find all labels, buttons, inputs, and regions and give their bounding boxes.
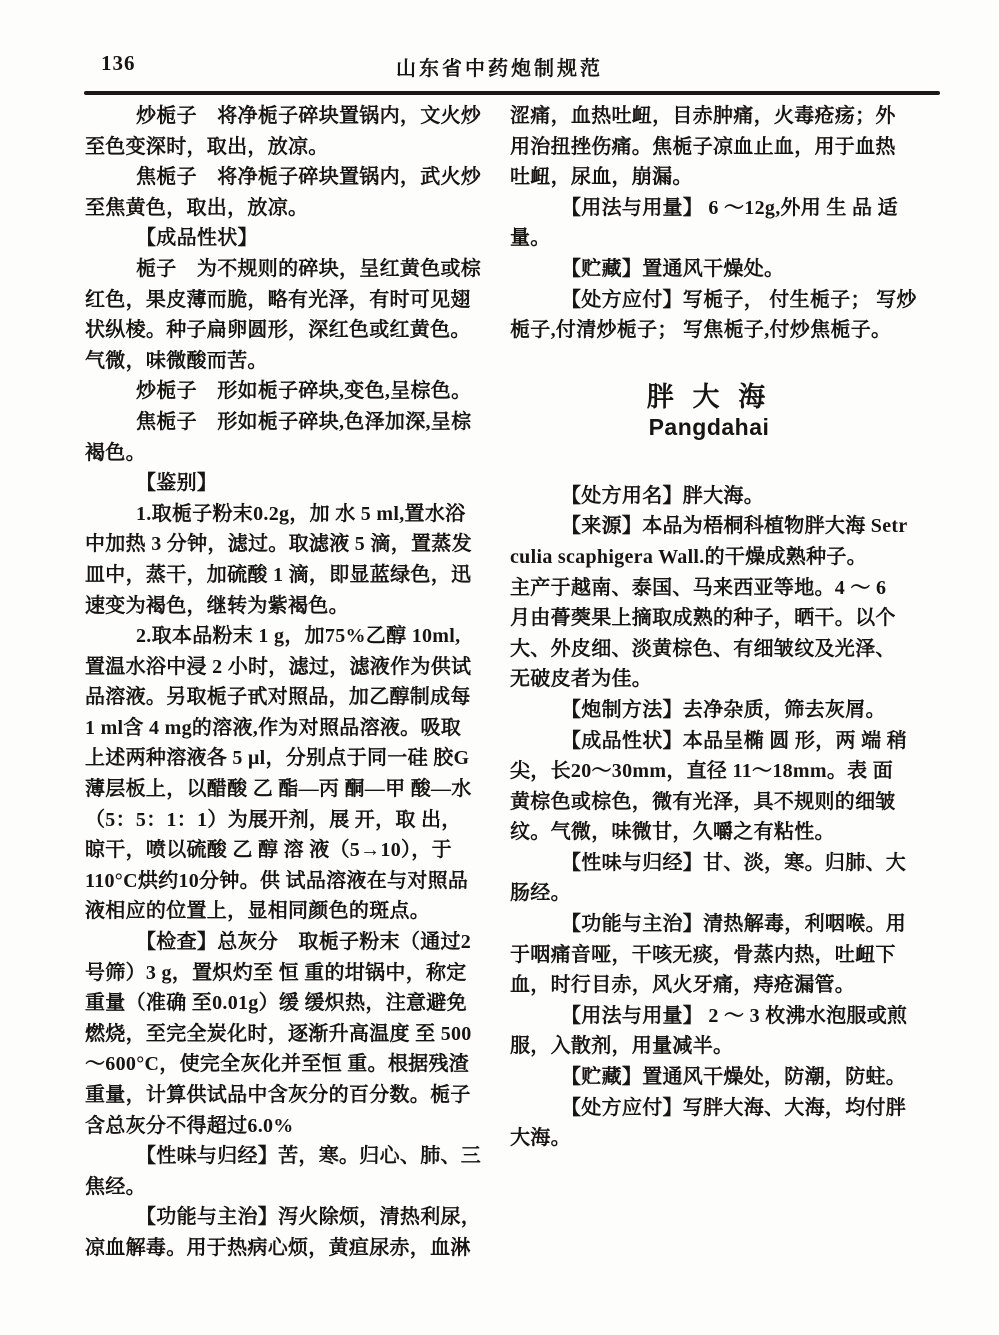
text-line: 速变为褐色，继转为紫褐色。 [85,594,349,617]
text-line: 主产于越南、泰国、马来西亚等地。4 ～ 6 [510,576,887,599]
text-line: 焦栀子 将净栀子碎块置锅内，武火炒 [136,166,482,189]
text-line: 上述两种溶液各 5 μl，分别点于同一硅 胶G [85,747,470,770]
text-line: 服，入散剂，用量减半。 [510,1035,734,1058]
text-line: 用治扭挫伤痛。焦栀子凉血止血，用于血热 [510,135,896,158]
text-line: 纹。气微，味微甘，久嚼之有粘性。 [510,821,835,844]
text-line: 1 ml含 4 mg的溶液,作为对照品溶液。吸取 [85,716,462,739]
text-line: 涩痛，血热吐衄，目赤肿痛，火毒疮疡；外 [510,105,896,127]
right-column-top-text [510,101,917,346]
text-line: 炒栀子 形如栀子碎块,变色,呈棕色。 [136,380,472,403]
text-line: 【处方应付】写胖大海、大海，均付胖 [561,1096,907,1119]
text-line: 燃烧，至完全炭化时，逐渐升高温度 至 500 [85,1022,472,1045]
text-line: 肠经。 [510,882,571,905]
article-title-pinyin: Pangdahai [648,413,770,440]
text-line: 【功能与主治】清热解毒，利咽喉。用 [561,913,907,936]
article-title-chinese: 胖 大 海 [646,381,772,412]
running-header-title: 山东省中药炮制规范 [396,58,603,80]
text-line: 【用法与用量】 2 ～ 3 枚沸水泡服或煎 [561,1004,908,1027]
text-line: 110°C烘约10分钟。供 试品溶液在与对照品 [85,869,469,892]
text-line: 【贮藏】置通风干燥处，防潮，防蛀。 [561,1066,907,1089]
text-line: 于咽痛音哑，干咳无痰，骨蒸内热，吐衄下 [510,943,896,966]
text-line: 【性味与归经】苦，寒。归心、肺、三 [136,1145,482,1168]
text-line: 吐衄，尿血，崩漏。 [510,166,693,189]
text-line: 【贮藏】置通风干燥处。 [561,257,785,280]
text-line: 晾干，喷以硫酸 乙 醇 溶 液（5→10），于 [85,839,452,862]
text-line: 【成品性状】 [136,227,258,250]
text-line: 品溶液。另取栀子甙对照品，加乙醇制成每 [85,686,471,709]
text-line: 【成品性状】本品呈椭 圆 形，两 端 稍 [561,729,907,752]
text-line: 【功能与主治】泻火除烦，清热利尿， [136,1206,482,1229]
text-line: 焦经。 [85,1175,146,1198]
left-column [85,101,482,1264]
text-line: 红色，果皮薄而脆，略有光泽，有时可见翅 [85,288,471,311]
text-line: 含总灰分不得超过6.0% [85,1114,294,1137]
text-line: 中加热 3 分钟，滤过。取滤液 5 滴，置蒸发 [85,533,472,556]
text-line: 重量，计算供试品中含灰分的百分数。栀子 [85,1084,471,1106]
text-line: （5：5：1：1）为展开剂，展 开，取 出， [85,808,462,831]
text-line: 【性味与归经】甘、淡，寒。归肺、大 [561,851,907,874]
text-line: 大海。 [510,1127,571,1150]
header-rule [84,91,940,95]
text-line: 尖，长20～30mm，直径 11～18mm。表 面 [510,760,894,783]
text-line: 2.取本品粉末 1 g，加75%乙醇 10ml, [136,625,461,648]
text-line: 【来源】本品为梧桐科植物胖大海 Setr [561,515,908,538]
text-line: 【检查】总灰分 取栀子粉末（通过2 [136,931,472,954]
right-column [510,101,917,1154]
text-line: 黄棕色或棕色，微有光泽，具不规则的细皱 [510,790,896,813]
text-line: 至色变深时，取出，放凉。 [85,135,329,158]
text-line: 号筛）3 g，置炽灼至 恒 重的坩锅中，称定 [85,961,467,984]
text-line: 栀子 为不规则的碎块，呈红黄色或棕 [136,257,482,280]
text-line: culia scaphigera Wall.的干燥成熟种子。 [510,545,867,568]
text-line: 焦栀子 形如栀子碎块,色泽加深,呈棕 [136,410,472,433]
text-line: 月由蓇葖果上摘取成熟的种子，晒干。以个 [510,607,896,630]
text-line: 褐色。 [85,441,146,464]
text-line: 状纵棱。种子扁卵圆形，深红色或红黄色。 [85,319,471,342]
text-line: 【处方应付】写栀子， 付生栀子； 写炒 [561,288,917,311]
text-line: 皿中，蒸干，加硫酸 1 滴，即显蓝绿色，迅 [85,563,472,586]
right-column-bottom-text [510,481,908,1154]
text-line: 气微，味微酸而苦。 [85,349,268,372]
text-line: 重量（准确 至0.01g）缓 缓炽热，注意避免 [85,992,467,1015]
text-line: 【炮制方法】去净杂质，筛去灰屑。 [561,698,886,721]
text-line: 凉血解毒。用于热病心烦，黄疸尿赤，血淋 [85,1236,471,1259]
text-line: 量。 [510,227,551,250]
text-line: 薄层板上，以醋酸 乙 酯—丙 酮—甲 酸—水 [85,778,472,801]
text-line: 栀子,付清炒栀子； 写焦栀子,付炒焦栀子。 [510,319,892,342]
text-line: 置温水浴中浸 2 小时，滤过，滤液作为供试 [85,655,472,678]
text-line: 无破皮者为佳。 [510,668,653,691]
text-line: 【鉴别】 [136,472,218,495]
text-line: 【处方用名】胖大海。 [561,484,764,507]
text-line: 血，时行目赤，风火牙痛，痔疮漏管。 [510,974,856,997]
text-line: 液相应的位置上，显相同颜色的斑点。 [85,900,431,923]
text-line: ～600°C，使完全灰化并至恒 重。根据残渣 [85,1053,470,1076]
text-line: 1.取栀子粉末0.2g，加 水 5 ml,置水浴 [136,502,466,525]
text-line: 大、外皮细、淡黄棕色、有细皱纹及光泽、 [510,637,896,660]
text-line: 至焦黄色，取出，放凉。 [85,196,309,219]
page-number: 136 [101,51,136,75]
text-line: 【用法与用量】 6 ～12g,外用 生 品 适 [561,196,898,219]
text-line: 炒栀子 将净栀子碎块置锅内，文火炒 [136,105,482,127]
